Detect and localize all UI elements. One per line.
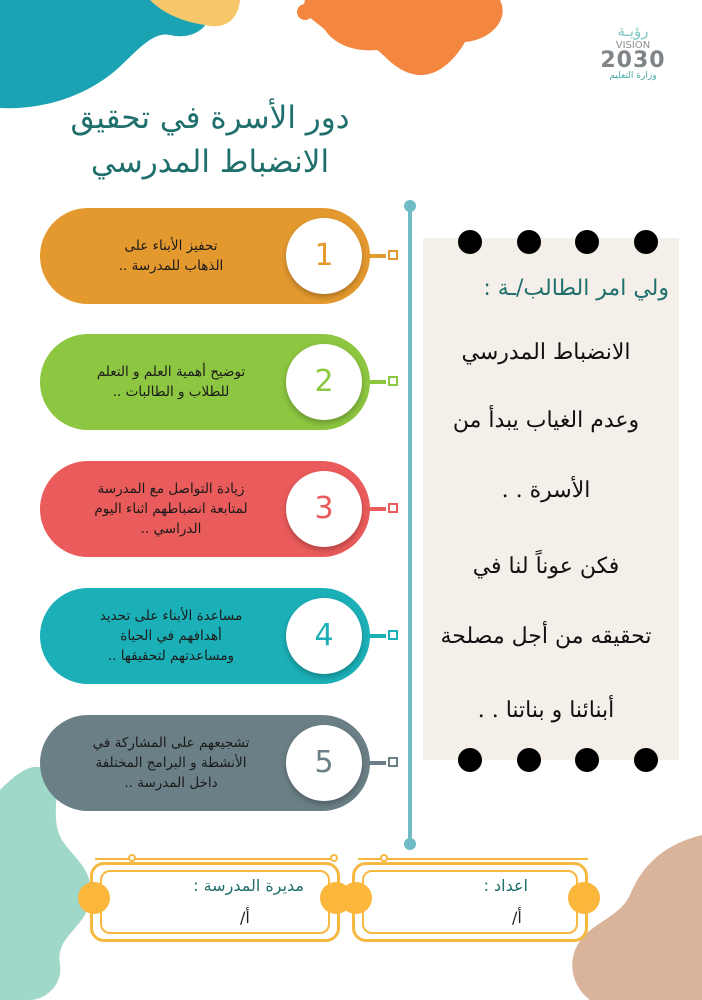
sign-circle-right [568, 882, 600, 914]
deco-line-end [128, 854, 136, 862]
page-title [40, 96, 380, 184]
title-line-1: دور الأسرة في تحقيق [70, 100, 350, 136]
deco-line-end [330, 854, 338, 862]
timeline-top-dot [404, 200, 416, 212]
step-marker [388, 376, 398, 386]
sign-circle-left [78, 882, 110, 914]
step-marker [388, 503, 398, 513]
card-line-5: تحقيقه من أجل مصلحة [440, 624, 652, 649]
step-connector [366, 507, 386, 511]
step-text: زيادة التواصل مع المدرسة لمتابعة انضباطهم اثناء اليوم الدراسي .. [94, 481, 248, 537]
step-text: توضيح أهمية العلم و التعلم للطلاب و الطالبات .. [96, 364, 246, 400]
step-5 [40, 715, 396, 811]
sign-inner-frame [362, 870, 578, 934]
title-line-2: الانضباط المدرسي [90, 144, 330, 180]
step-connector [366, 380, 386, 384]
dots-top [458, 230, 658, 254]
step-number: 2 [286, 344, 362, 420]
step-connector [366, 634, 386, 638]
dot [458, 230, 482, 254]
step-2 [40, 334, 396, 430]
prepared-value: أ/ [512, 908, 522, 927]
card-line-1: الانضباط المدرسي [461, 340, 631, 365]
card-heading: ولي امر الطالب/ـة : [483, 276, 669, 301]
step-text: مساعدة الأبناء على تحديد أهدافهم في الحياة ومساعدتهم لتحقيقها .. [99, 608, 243, 664]
dot [458, 748, 482, 772]
step-text: تحفيز الأبناء على الذهاب للمدرسة .. [118, 238, 224, 274]
principal-signature-box [90, 862, 340, 942]
step-connector [366, 254, 386, 258]
deco-line [358, 858, 588, 860]
dot [634, 748, 658, 772]
dot [517, 230, 541, 254]
step-marker [388, 757, 398, 767]
orange-blob-top [285, 0, 515, 85]
logo-mark: رؤيـة [617, 22, 649, 40]
dot [575, 748, 599, 772]
step-4 [40, 588, 396, 684]
logo-vision-text: VISION [615, 40, 651, 51]
step-1 [40, 208, 396, 304]
dot [634, 230, 658, 254]
vision-2030-logo [583, 22, 683, 86]
step-number: 5 [286, 725, 362, 801]
dot [575, 230, 599, 254]
sign-circle-left [340, 882, 372, 914]
card-line-3: الأسرة . . [501, 478, 591, 503]
deco-line-end [380, 854, 388, 862]
step-marker [388, 630, 398, 640]
step-number: 1 [286, 218, 362, 294]
prepared-label: اعداد : [483, 876, 528, 895]
card-line-6: أبنائنا و بناتنا . . [477, 698, 615, 723]
dots-bottom [458, 748, 658, 772]
step-marker [388, 250, 398, 260]
step-number: 3 [286, 471, 362, 547]
logo-ministry: وزارة التعليم [609, 71, 657, 81]
logo-year: 2030 [600, 48, 666, 73]
timeline-line [408, 205, 412, 845]
dot [517, 748, 541, 772]
step-connector [366, 761, 386, 765]
card-line-4: فكن عوناً لنا في [472, 554, 620, 579]
card-line-2: وعدم الغياب يبدأ من [452, 408, 640, 433]
principal-label: مديرة المدرسة : [193, 876, 304, 895]
prepared-signature-box [352, 862, 588, 942]
step-3 [40, 461, 396, 557]
timeline-bottom-dot [404, 838, 416, 850]
step-number: 4 [286, 598, 362, 674]
principal-value: أ/ [240, 908, 250, 927]
step-text: تشجيعهم على المشاركة في الأنشطة و البرامج المختلفة داخل المدرسة .. [92, 735, 250, 791]
